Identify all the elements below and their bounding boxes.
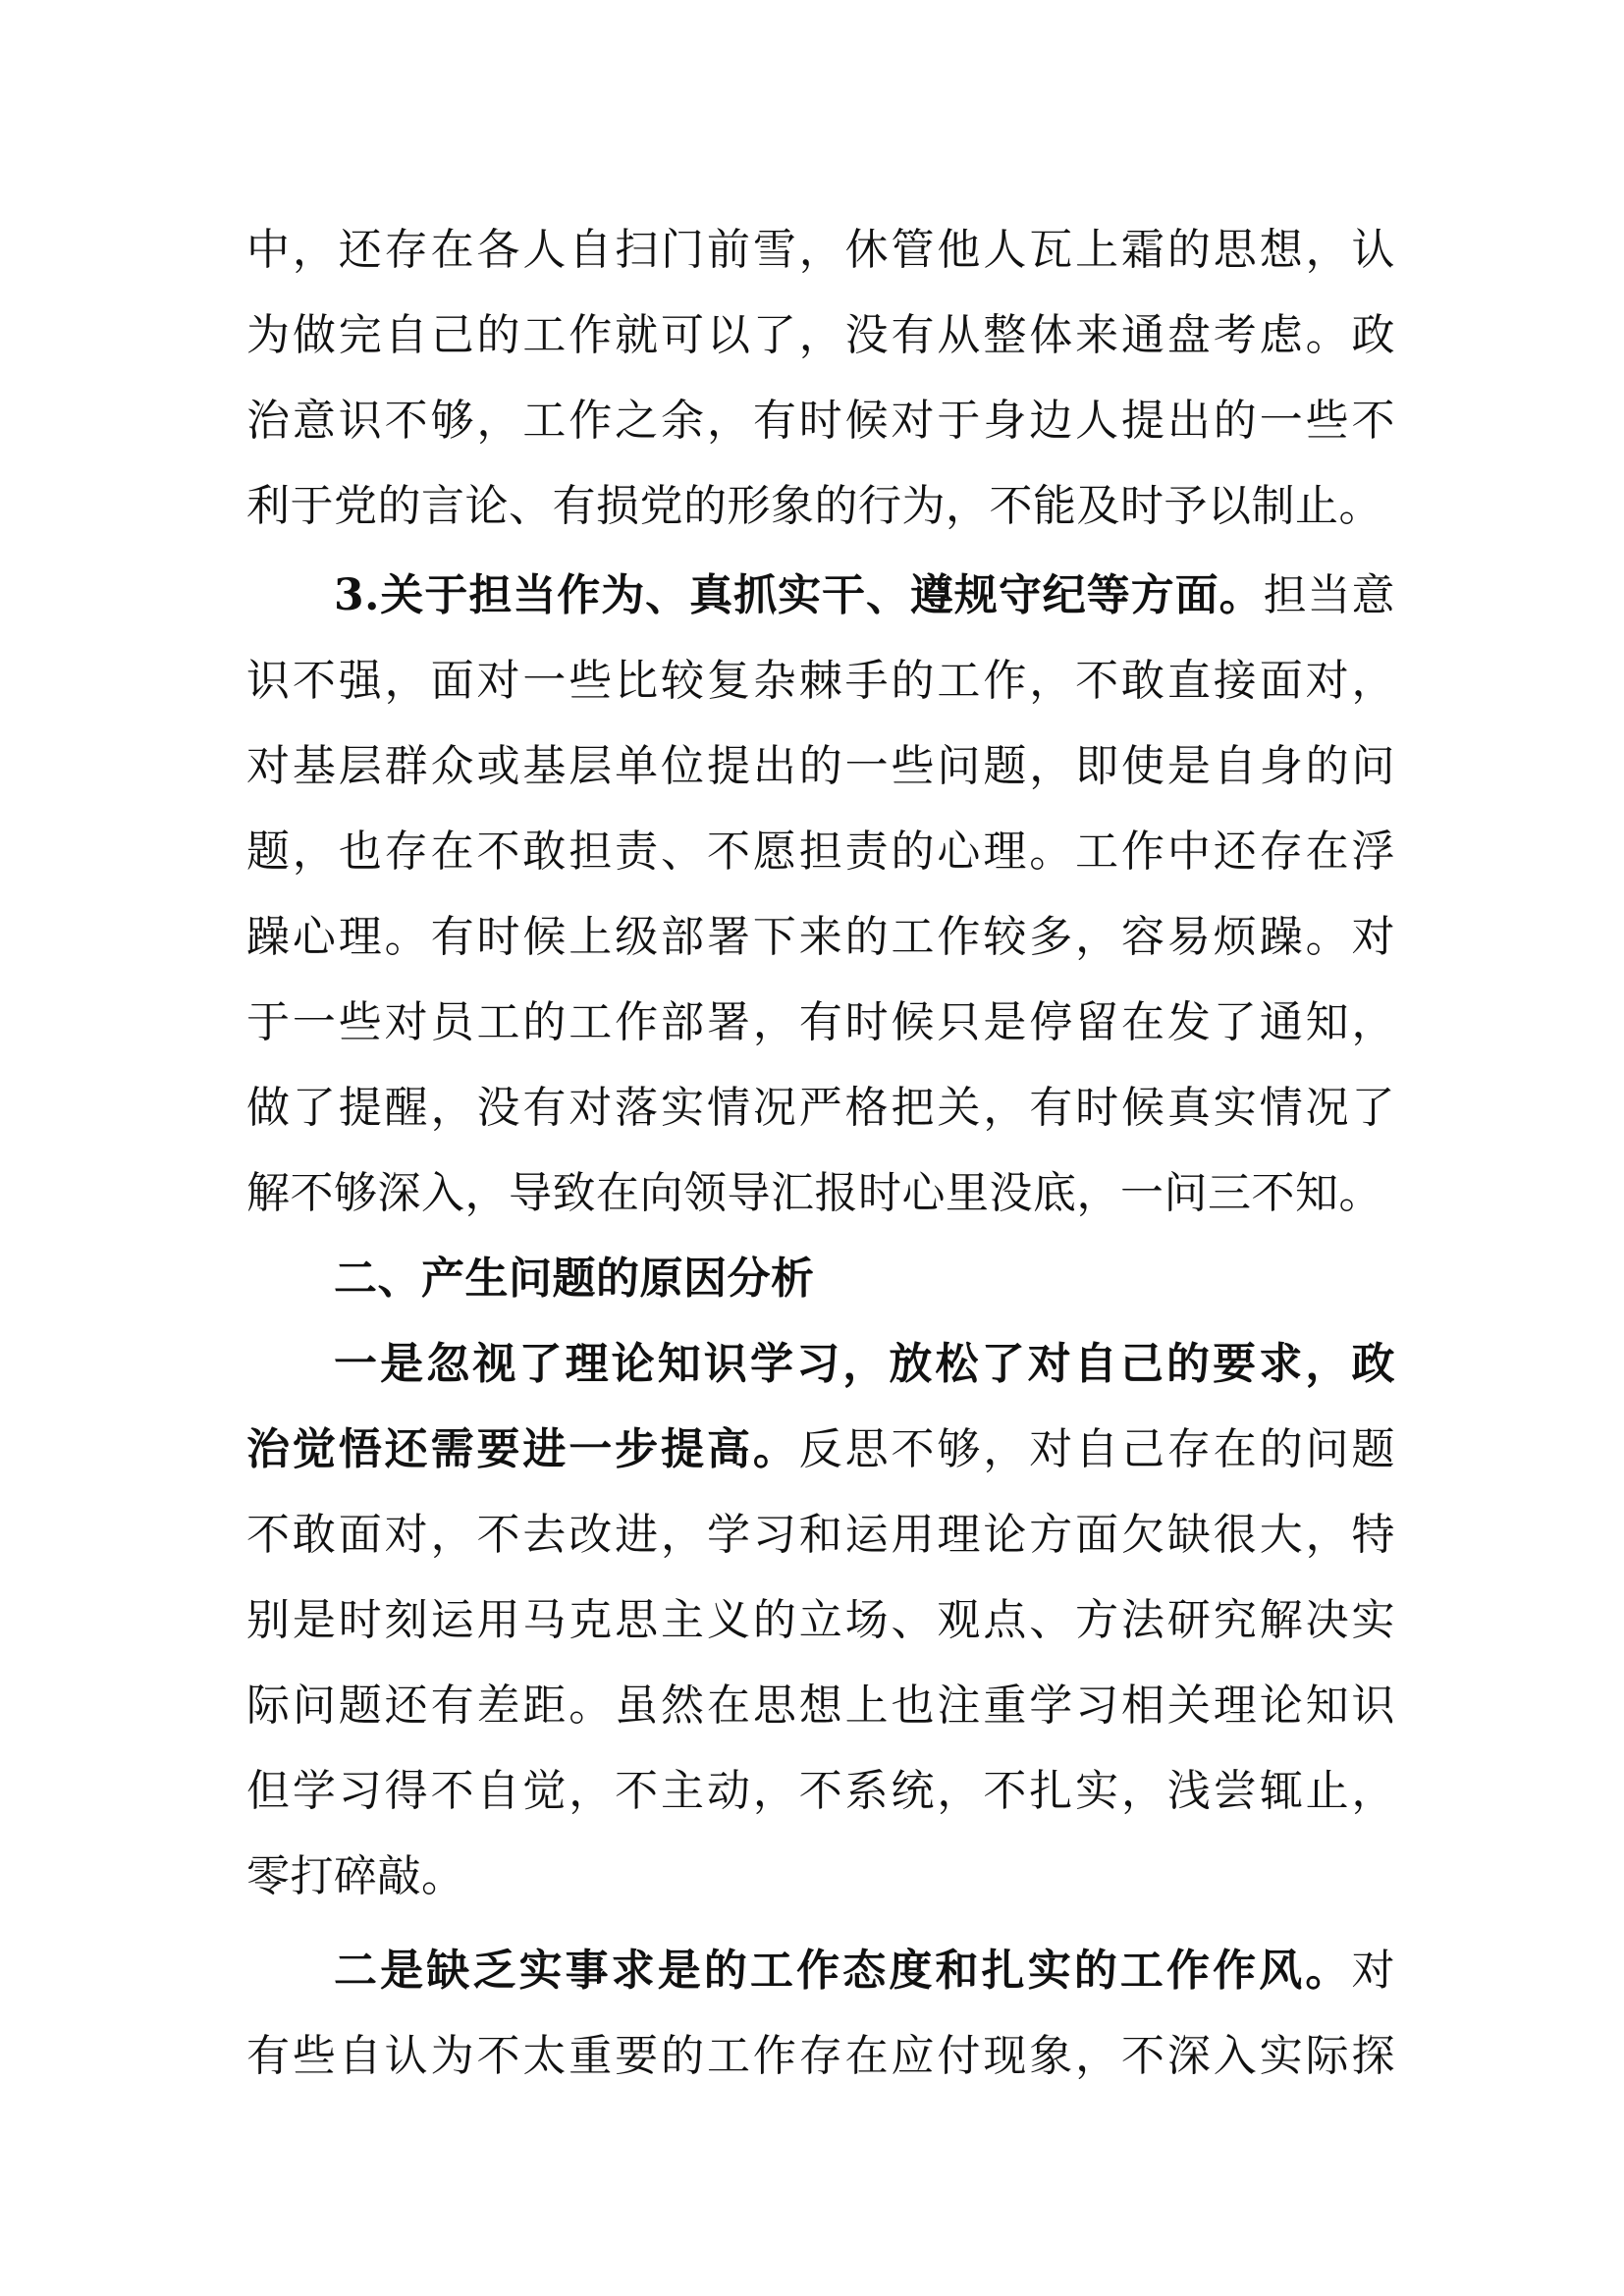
section-heading-line: 3.关于担当作为、真抓实干、遵规守纪等方面。担当意 bbox=[334, 570, 1395, 620]
text-line: 零打碎敲。 bbox=[246, 1851, 465, 1901]
text-line: 治觉悟还需要进一步提高。反思不够，对自己存在的问题 bbox=[246, 1424, 1395, 1474]
text-line: 治意识不够，工作之余，有时候对于身边人提出的一些不 bbox=[246, 396, 1395, 446]
text-line: 为做完自己的工作就可以了，没有从整体来通盘考虑。政 bbox=[246, 310, 1395, 360]
text-line: 躁心理。有时候上级部署下来的工作较多，容易烦躁。对 bbox=[246, 912, 1395, 962]
section-number: 3. bbox=[334, 570, 380, 620]
text-line: 于一些对员工的工作部署，有时候只是停留在发了通知， bbox=[246, 997, 1395, 1047]
text-line: 中，还存在各人自扫门前雪，休管他人瓦上霜的思想，认 bbox=[246, 225, 1395, 275]
text-line: 不敢面对，不去改进，学习和运用理论方面欠缺很大，特 bbox=[246, 1510, 1395, 1560]
text-line: 对基层群众或基层单位提出的一些问题，即使是自身的问 bbox=[246, 741, 1395, 791]
text-line: 做了提醒，没有对落实情况严格把关，有时候真实情况了 bbox=[246, 1083, 1395, 1133]
text-line: 解不够深入，导致在向领导汇报时心里没底，一问三不知。 bbox=[246, 1168, 1382, 1218]
text-line: 识不强，面对一些比较复杂棘手的工作，不敢直接面对， bbox=[246, 656, 1395, 706]
text-line: 但学习得不自觉，不主动，不系统，不扎实，浅尝辄止， bbox=[246, 1766, 1395, 1816]
chapter-heading: 二、产生问题的原因分析 bbox=[334, 1254, 815, 1304]
section-heading: 关于担当作为、真抓实干、遵规守纪等方面。 bbox=[379, 570, 1264, 620]
text-line: 有些自认为不太重要的工作存在应付现象，不深入实际探 bbox=[246, 2031, 1395, 2081]
text-line: 题，也存在不敢担责、不愿担责的心理。工作中还存在浮 bbox=[246, 827, 1395, 877]
reason-heading-line: 二是缺乏实事求是的工作态度和扎实的工作作风。对 bbox=[334, 1946, 1395, 1996]
text-line: 利于党的言论、有损党的形象的行为，不能及时予以制止。 bbox=[246, 481, 1382, 531]
text-line: 别是时刻运用马克思主义的立场、观点、方法研究解决实 bbox=[246, 1595, 1395, 1645]
reason-heading-line: 一是忽视了理论知识学习，放松了对自己的要求，政 bbox=[334, 1339, 1395, 1389]
text-line: 际问题还有差距。虽然在思想上也注重学习相关理论知识 bbox=[246, 1681, 1395, 1731]
